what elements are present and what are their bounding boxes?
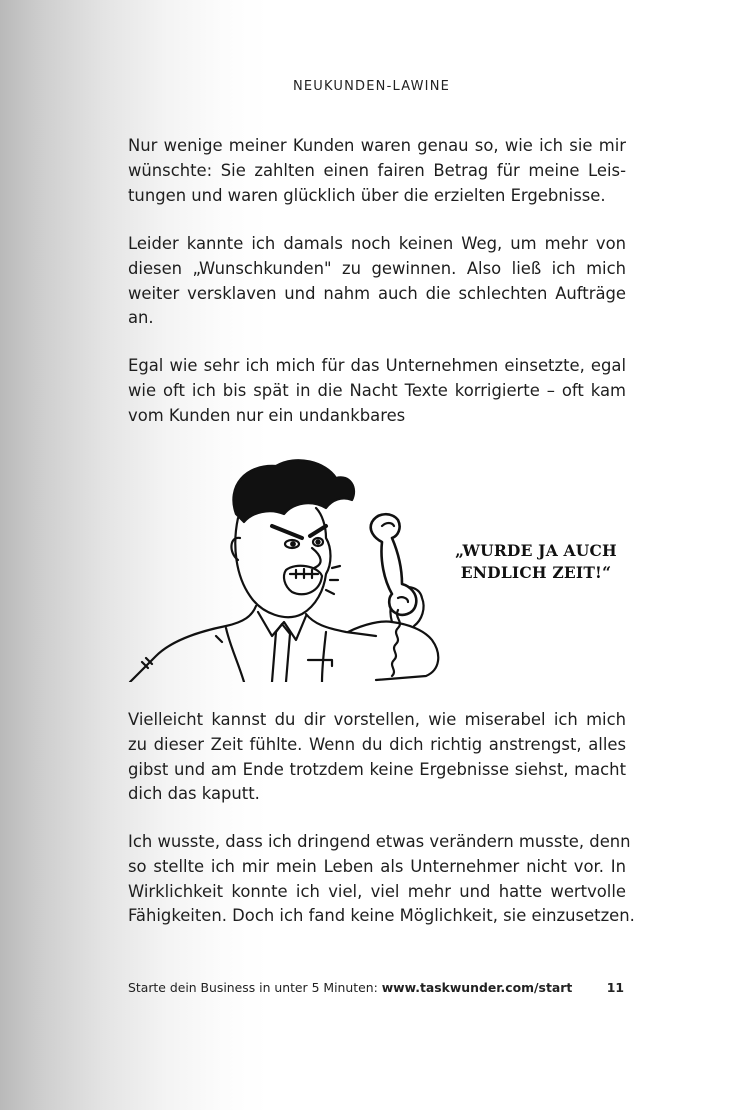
paragraph-line: wünschte: Sie zahlten einen fairen Betrag für meine Leis- [128, 160, 626, 180]
footer-text: Starte dein Business in unter 5 Minuten: [128, 980, 382, 995]
page-footer [128, 980, 626, 995]
paragraph-3 [128, 354, 626, 428]
jacket-shape [322, 632, 326, 682]
hair-shape [233, 460, 354, 522]
phone-receiver-icon [371, 514, 417, 615]
body-shape [130, 606, 256, 682]
paragraph-line: Fähigkeiten. Doch ich fand keine Möglichkeit, sie einzusetzen. [128, 906, 635, 926]
paragraph-line: wie oft ich bis spät in die Nacht Texte korrigierte – oft kam [128, 380, 626, 400]
nose-shape [312, 548, 321, 568]
speech-quote [446, 540, 626, 584]
paragraph-line: weiter versklaven und nahm auch die schlechten Aufträge [128, 283, 626, 303]
quote-line: ENDLICH ZEIT!“ [460, 563, 612, 582]
quote-line: „WURDE JA AUCH [455, 541, 617, 560]
paragraph-line: diesen „Wunschkunden" zu gewinnen. Also ließ ich mich [128, 258, 626, 278]
paragraph-4 [128, 708, 626, 807]
paragraph-line: gibst und am Ende trotzdem keine Ergebnisse siehst, macht [128, 759, 626, 779]
page-number: 11 [606, 980, 624, 995]
hatching-shape [142, 636, 222, 668]
footer-link[interactable]: www.taskwunder.com/start [381, 980, 573, 995]
paragraph-line: vom Kunden nur ein undankbares [128, 405, 406, 425]
paragraph-5 [128, 830, 635, 929]
paragraph-line: an. [128, 308, 154, 328]
paragraph-line: so stellte ich mir mein Leben als Unternehmer nicht vor. In [128, 856, 626, 876]
phone-cord-shape [392, 610, 400, 676]
eyebrow-shape [272, 526, 302, 538]
head-shape [235, 508, 330, 617]
angry-man-on-phone-illustration [126, 456, 466, 682]
paragraph-line: Leider kannte ich damals noch keinen Weg, um mehr von [128, 234, 626, 253]
eyebrow-shape [310, 526, 326, 536]
running-header: NEUKUNDEN-LAWINE [292, 79, 451, 94]
pupil-shape [291, 542, 295, 546]
jacket-shape [226, 628, 244, 682]
paragraph-line: Nur wenige meiner Kunden waren genau so, wie ich sie mir [128, 136, 626, 155]
pupil-shape [316, 540, 319, 543]
paragraph-line: tungen und waren glücklich über die erzielten Ergebnisse. [128, 185, 606, 205]
paragraph-line: dich das kaputt. [128, 784, 260, 804]
paragraph-2 [128, 232, 626, 331]
pocket-shape [308, 660, 332, 666]
paragraph-1 [128, 134, 626, 208]
paragraph-line: zu dieser Zeit fühlte. Wenn du dich richtig anstrengst, alles [128, 734, 626, 754]
paragraph-line: Vielleicht kannst du dir vorstellen, wie miserabel ich mich [128, 710, 626, 729]
paragraph-line: Wirklichkeit konnte ich viel, viel mehr und hatte wertvolle [128, 881, 626, 901]
paragraph-line: Ich wusste, dass ich dringend etwas verändern musste, denn [128, 832, 631, 851]
paragraph-line: Egal wie sehr ich mich für das Unternehmen einsetzte, egal [128, 356, 626, 375]
